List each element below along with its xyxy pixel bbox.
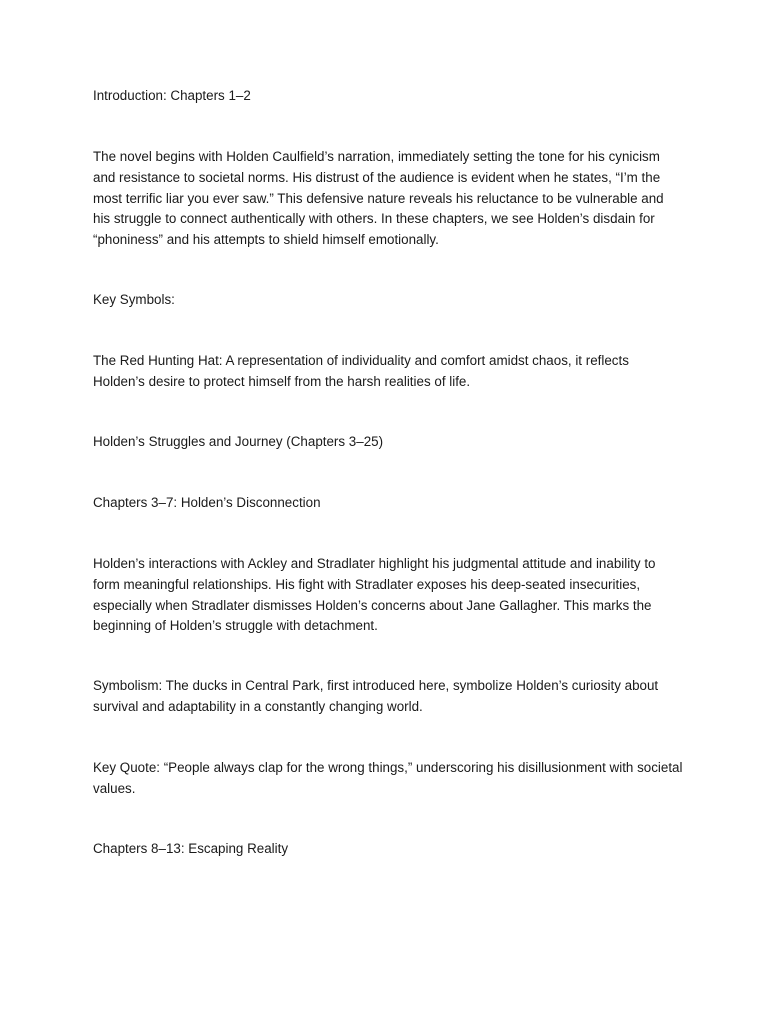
section-heading-introduction: Introduction: Chapters 1–2 [93, 88, 251, 103]
subheading-chapters-8-13: Chapters 8–13: Escaping Reality [93, 841, 289, 856]
paragraph-key-quote: Key Quote: “People always clap for the wrong things,” underscoring his disillusionment with societal values. [93, 760, 683, 796]
section-heading-struggles-journey: Holden’s Struggles and Journey (Chapters 3–25) [93, 434, 384, 449]
paragraph-introduction-body: The novel begins with Holden Caulfield’s narration, immediately setting the tone for his cynicism and resistance to societal norms. His distrust of the audience is evident when he states, “I’m the most terrific liar you ever saw.” This defensive nature reveals his reluctance to be vulnerable and his struggle to connect authentically with others. In these chapters, we see Holden’s disdain for “phoniness” and his attempts to shield himself emotionally. [93, 149, 664, 248]
paragraph-red-hunting-hat: The Red Hunting Hat: A representation of individuality and comfort amidst chaos, it reflects Holden’s desire to protect himself from the harsh realities of life. [93, 353, 629, 389]
paragraph-symbolism-ducks: Symbolism: The ducks in Central Park, first introduced here, symbolize Holden’s curiosity about survival and adaptability in a constantly changing world. [93, 678, 659, 714]
paragraph-disconnection-body: Holden’s interactions with Ackley and Stradlater highlight his judgmental attitude and inability to form meaningful relationships. His fight with Stradlater exposes his deep-seated insecurities, especially when Stradlater dismisses Holden’s concerns about Jane Gallagher. This marks the beginning of Holden’s struggle with detachment. [93, 556, 656, 634]
subheading-key-symbols: Key Symbols: [93, 292, 175, 307]
subheading-chapters-3-7: Chapters 3–7: Holden’s Disconnection [93, 495, 321, 510]
